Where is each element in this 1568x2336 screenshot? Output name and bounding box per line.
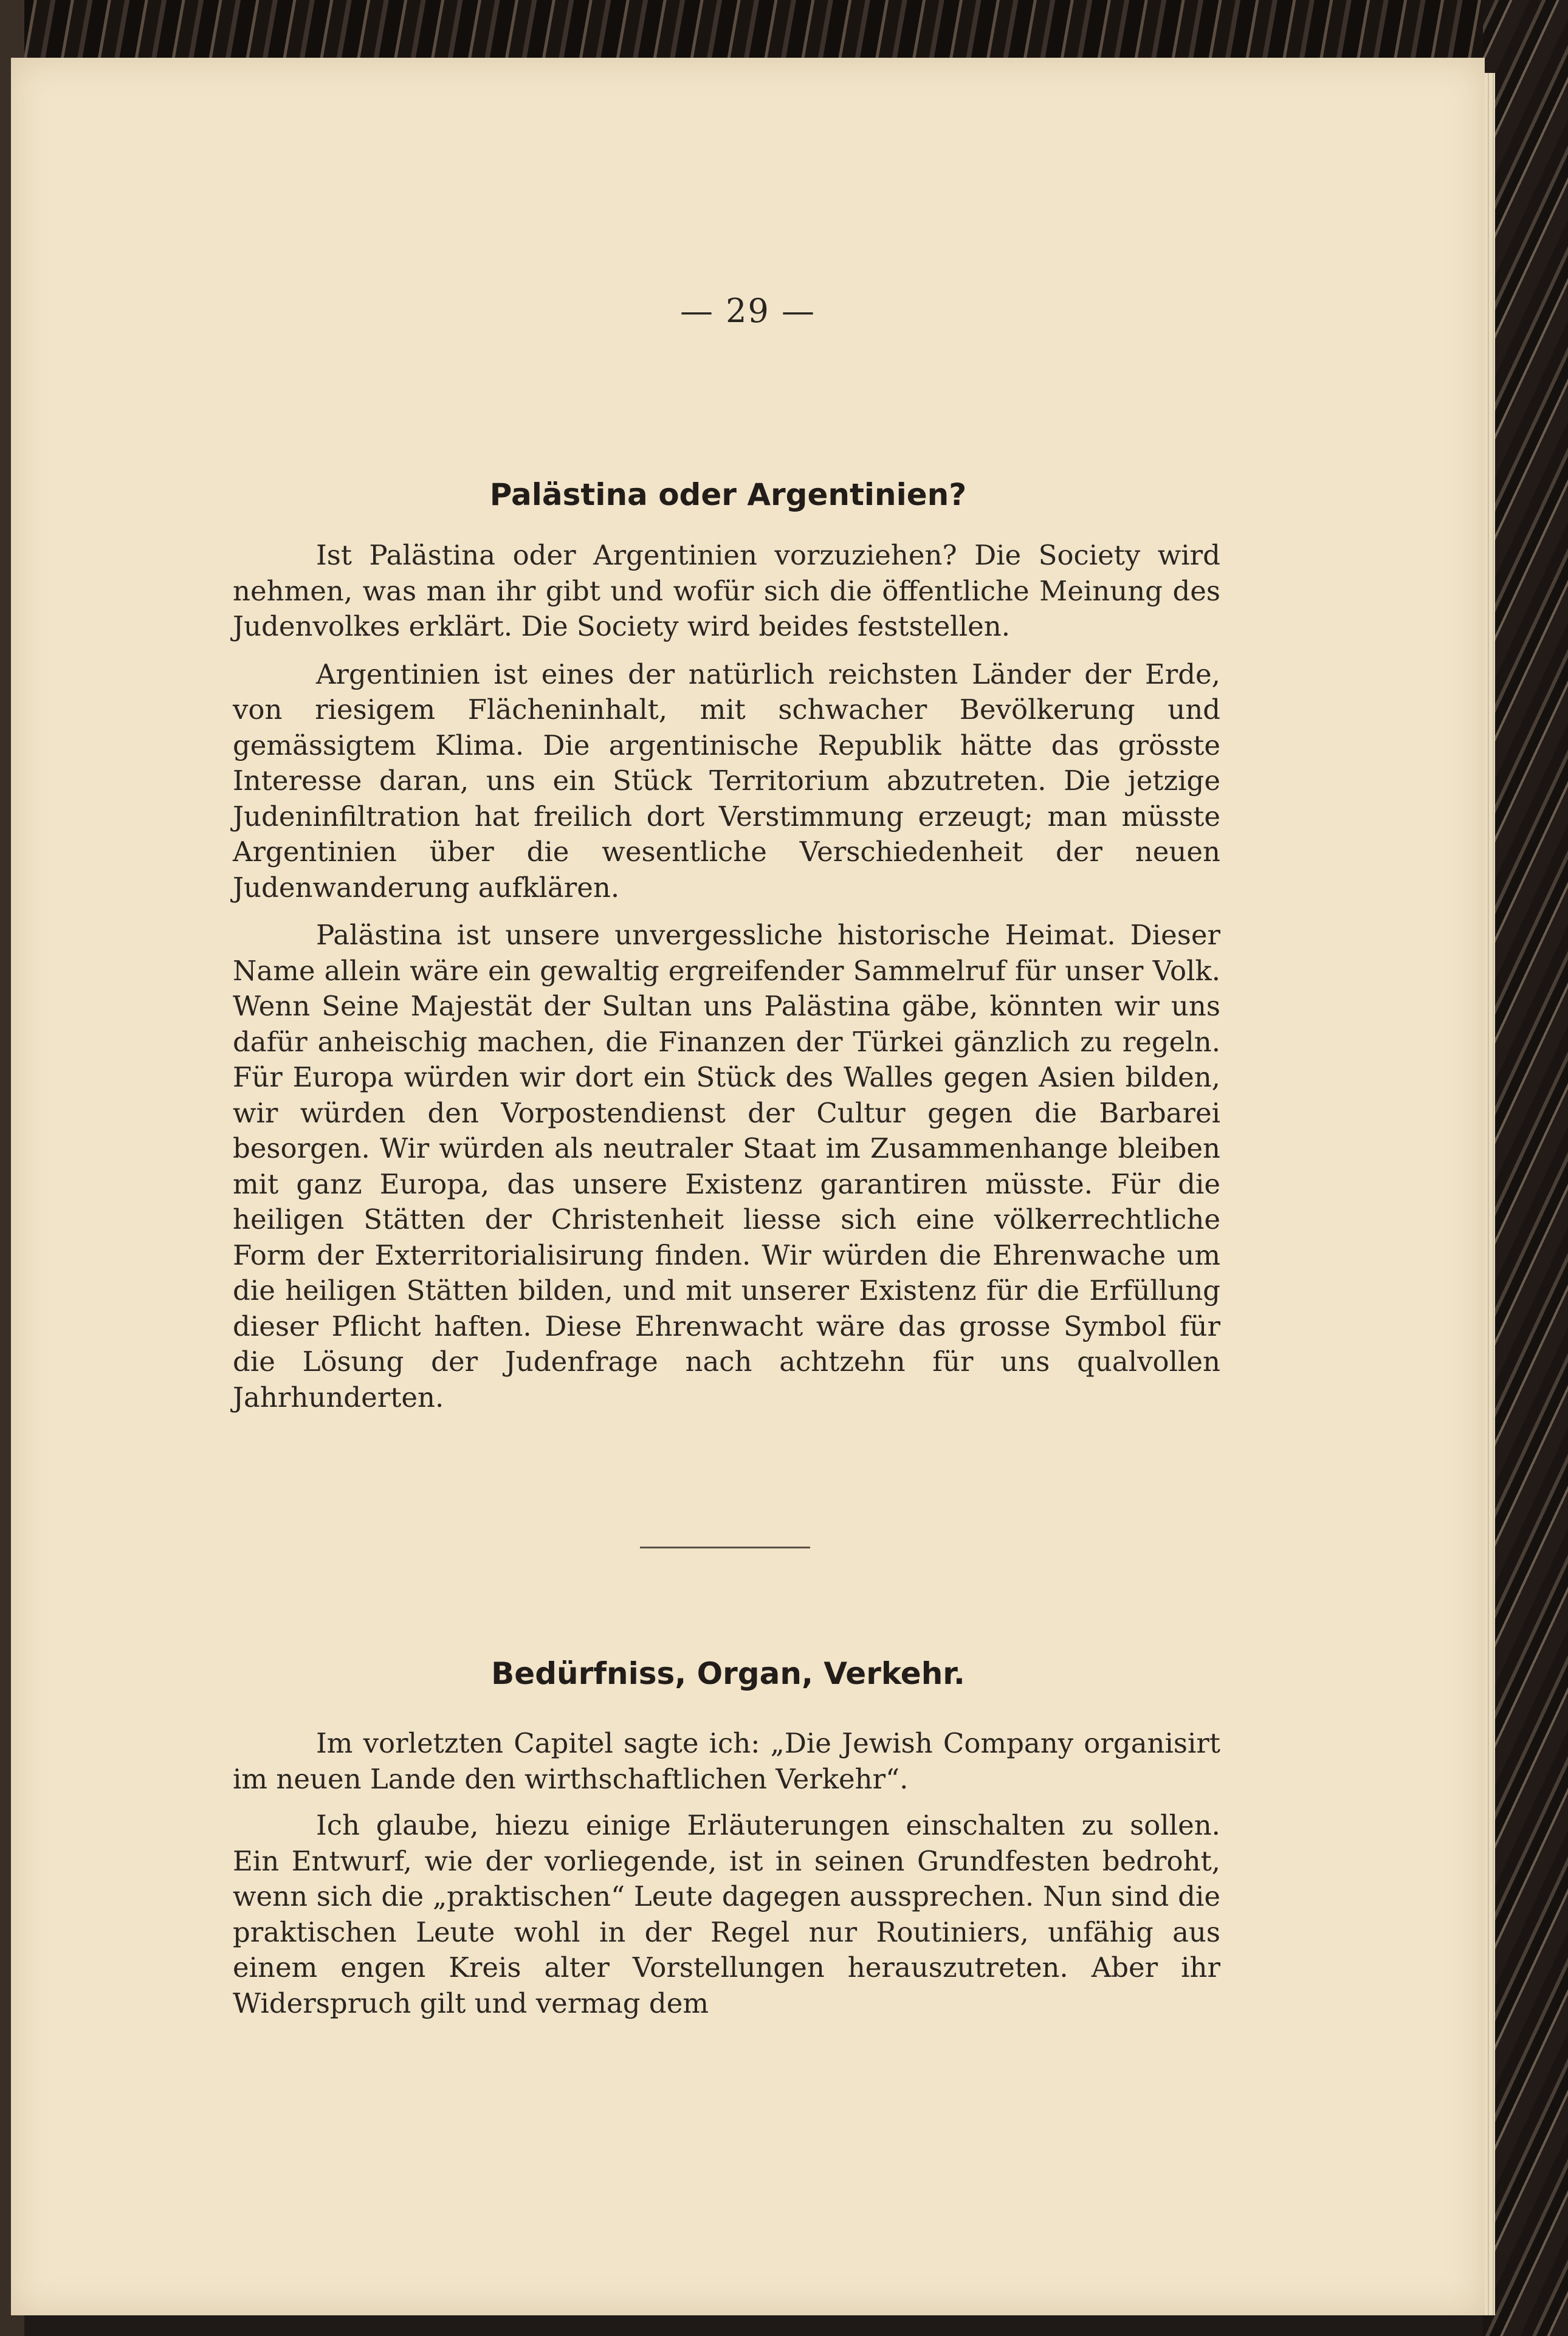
section-heading: Bedürfniss, Organ, Verkehr. (491, 1656, 965, 1691)
section-body (233, 1726, 1220, 2021)
marbled-binding-edge (1483, 0, 1568, 2336)
page-number: — 29 — (679, 292, 816, 330)
section-divider (640, 1547, 810, 1548)
paragraph: Palästina ist unsere unvergessliche historische Heimat. Dieser Name allein wäre ein gewaltig ergreifender Sammelruf für unser Volk. Wenn Seine Majestät der Sultan uns Palästina gäbe, könnten wir uns dafür anheischig machen, die Finanzen der Türkei gänzlich zu regeln. Für Europa würden wir dort ein Stück des Walles gegen Asien bilden, wir würden den Vorpostendienst der Cultur gegen die Barbarei besorgen. Wir würden als neutraler Staat im Zusammenhange bleiben mit ganz Europa, das unsere Existenz garantiren müsste. Für die heiligen Stätten der Christenheit liesse sich eine völkerrechtliche Form der Exterritorialisirung finden. Wir würden die Ehrenwache um die heiligen Stätten bilden, und mit unserer Existenz für die Erfüllung dieser Pflicht haften. Diese Ehrenwacht wäre das grosse Symbol für die Lösung der Judenfrage nach achtzehn für uns qualvollen Jahrhunderten. (233, 919, 1220, 1414)
paragraph: Ist Palästina oder Argentinien vorzuziehen? Die Society wird nehmen, was man ihr gibt und wofür sich die öffentliche Meinung des Judenvolkes erklärt. Die Society wird beides feststellen. (233, 539, 1220, 642)
paragraph: Argentinien ist eines der natürlich reichsten Länder der Erde, von riesigem Flächeninhalt, mit schwacher Bevölkerung und gemässigtem Klima. Die argentinische Republik hätte das grösste Interesse daran, uns ein Stück Territorium abzutreten. Die jetzige Judeninfiltration hat freilich dort Verstimmung erzeugt; man müsste Argentinien über die wesentliche Verschiedenheit der neuen Judenwanderung aufklären. (233, 658, 1220, 904)
section-body (233, 538, 1220, 1415)
paragraph: Ich glaube, hiezu einige Erläuterungen einschalten zu sollen. Ein Entwurf, wie der vorliegende, ist in seinen Grundfesten bedroht, wenn sich die „praktischen“ Leute dagegen aussprechen. Nun sind die praktischen Leute wohl in der Regel nur Routiniers, unfähig aus einem engen Kreis alter Vorstellungen herauszutreten. Aber ihr Widerspruch gilt und vermag dem (233, 1809, 1220, 2019)
paragraph: Im vorletzten Capitel sagte ich: „Die Jewish Company organisirt im neuen Lande den wirthschaftlichen Verkehr“. (233, 1727, 1220, 1795)
paper-page (11, 58, 1485, 2315)
section-heading: Palästina oder Argentinien? (489, 477, 967, 512)
